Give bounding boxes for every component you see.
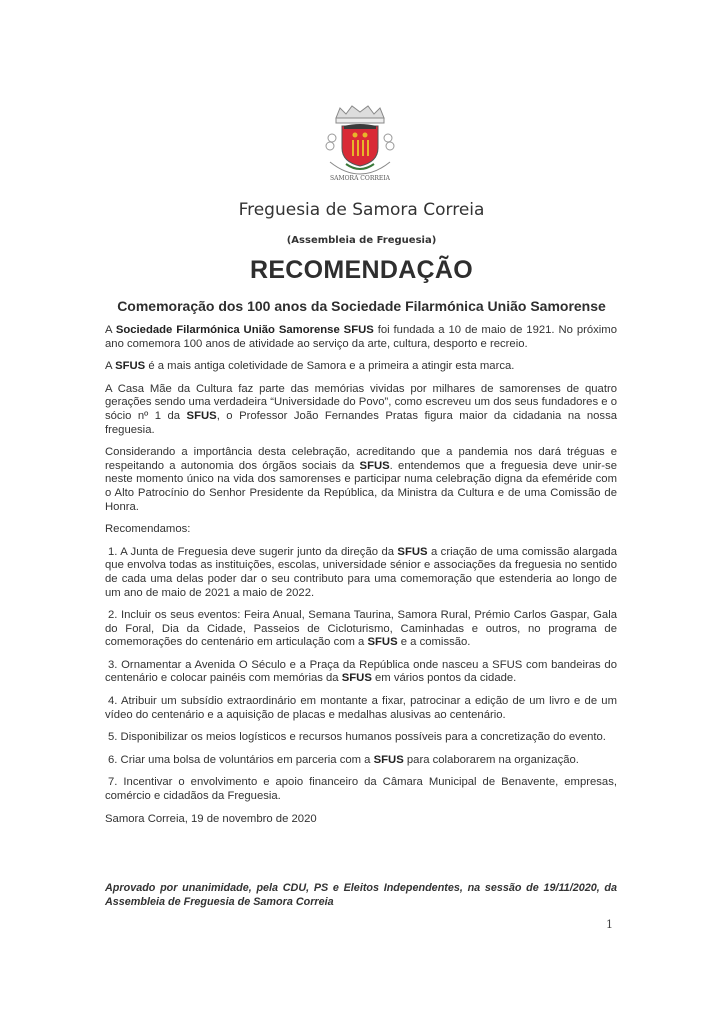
approval-note: Aprovado por unanimidade, pela CDU, PS e Eleitos Independentes, na sessão de 19/11/2020, da Assembleia de Freguesia de Samora Correia	[105, 882, 617, 908]
recommendation-7: 7. Incentivar o envolvimento e apoio financeiro da Câmara Municipal de Benavente, empresas, comércio e cidadãos da Freguesia.	[105, 776, 617, 803]
date-line: Samora Correia, 19 de novembro de 2020	[105, 812, 317, 825]
page-title: Freguesia de Samora Correia	[238, 200, 485, 220]
recommendation-5: 5. Disponibilizar os meios logísticos e recursos humanos possíveis para a concretização do evento.	[108, 731, 606, 744]
recommendation-1: 1. A Junta de Freguesia deve sugerir junto da direção da SFUS a criação de uma comissão alargada que envolva todas as instituições, escolas, universidade sénior e associações da freguesia no sentido de cada uma delas poder dar o seu contributo para uma comemoração que estenderia ao longo de um ano de maio de 2021 a maio de 2022.	[105, 545, 617, 599]
svg-text:SAMORA CORREIA: SAMORA CORREIA	[330, 175, 390, 182]
recommendation-6: 6. Criar uma bolsa de voluntários em parceria com a SFUS para colaborarem na organização.	[108, 753, 579, 766]
recommendation-4: 4. Atribuir um subsídio extraordinário em montante a fixar, patrocinar a edição de um livro e de um vídeo do centenário e a aquisição de placas e medalhas alusivas ao centenário.	[105, 695, 617, 721]
paragraph-2: A SFUS é a mais antiga coletividade de Samora e a primeira a atingir esta marca.	[105, 360, 515, 373]
paragraph-recomendamos: Recomendamos:	[105, 523, 191, 536]
page-number: 1	[606, 918, 613, 931]
paragraph-4: Considerando a importância desta celebração, acreditando que a pandemia nos dará tréguas e respeitando a autonomia dos órgãos sociais da SFUS. entendemos que a freguesia deve unir-se neste momento único na vida dos samorenses e participar numa celebração digna da efeméride com o Alto Patrocínio do Senhor Presidente da República, da Ministra da Cultura e de uma Comissão de Honra.	[105, 446, 617, 513]
paragraph-1: A Sociedade Filarmónica União Samorense SFUS foi fundada a 10 de maio de 1921. No próximo ano comemora 100 anos de atividade ao serviço da arte, cultura, desporto e recreio.	[105, 324, 617, 350]
paragraph-3: A Casa Mãe da Cultura faz parte das memórias vividas por milhares de samorenses de quatro gerações sendo uma verdadeira “Universidade do Povo”, como escreveu um dos seus fundadores e o sócio nº 1 da SFUS, o Professor João Fernandes Pratas figura maior da cidadania na nossa freguesia.	[105, 382, 618, 436]
page-subtitle: (Assembleia de Freguesia)	[286, 235, 437, 246]
recommendation-2: 2. Incluir os seus eventos: Feira Anual, Semana Taurina, Samora Rural, Prémio Carlos Gaspar, Gala do Foral, Dia da Cidade, Passeios de Cicloturismo, Caminhadas e outros, no programa de comemorações do centenário em articulação com a SFUS e a comissão.	[105, 609, 617, 649]
recommendation-3: 3. Ornamentar a Avenida O Século e a Praça da República onde nasceu a SFUS com bandeiras do centenário e colocar painéis com memórias da SFUS em vários pontos da cidade.	[105, 658, 617, 685]
document-subheading: Comemoração dos 100 anos da Sociedade Filarmónica União Samorense	[117, 298, 606, 314]
coat-of-arms-icon	[322, 100, 398, 184]
document-heading: RECOMENDAÇÃO	[249, 256, 474, 284]
document-body	[105, 324, 617, 835]
